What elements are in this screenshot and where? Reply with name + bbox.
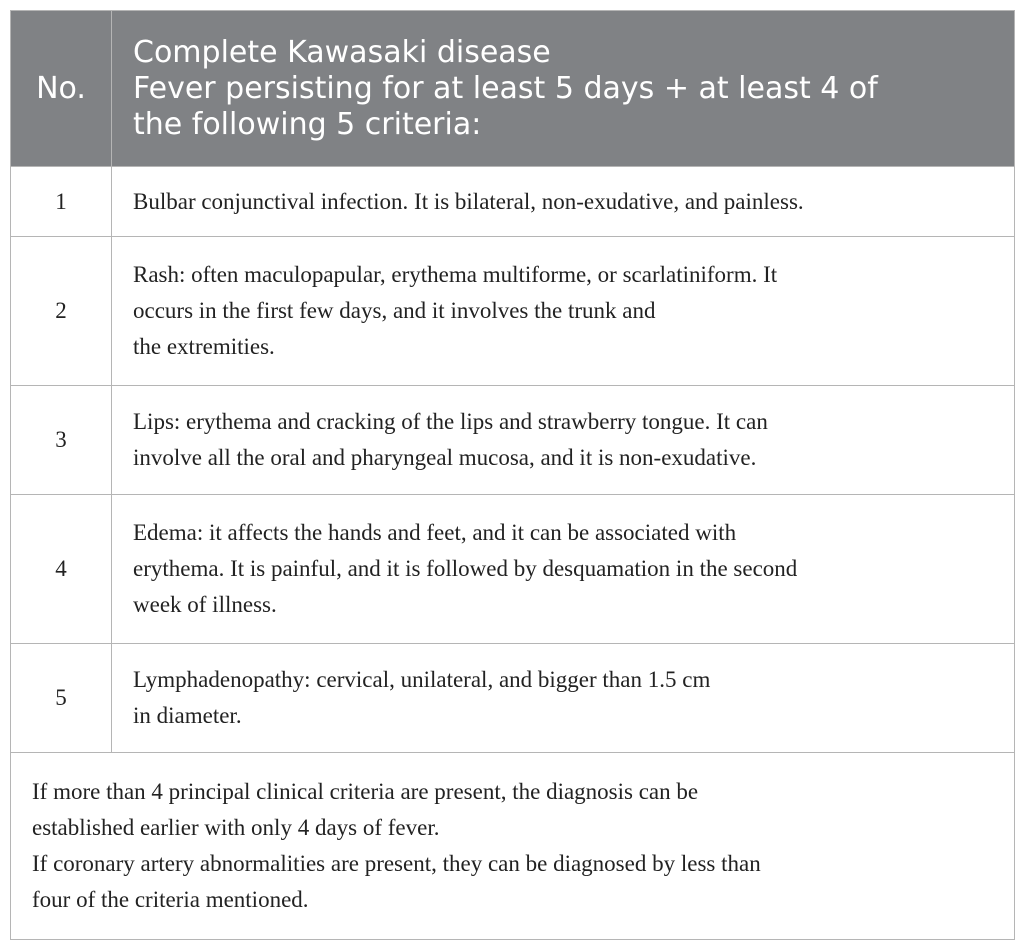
table-header-row <box>11 11 1015 167</box>
footnote-line: four of the criteria mentioned. <box>32 887 309 912</box>
description-line: Edema: it affects the hands and feet, and it can be associated with <box>133 520 737 545</box>
description-line: erythema. It is painful, and it is followed by desquamation in the second <box>133 556 798 581</box>
criterion-description <box>112 167 1015 237</box>
criteria-column-header <box>112 11 1015 167</box>
criterion-description <box>112 644 1015 753</box>
description-line: week of illness. <box>133 592 277 617</box>
header-subtitle-line: Fever persisting for at least 5 days + at least 4 of <box>133 70 878 106</box>
criterion-number: 5 <box>11 644 112 753</box>
description-line: the extremities. <box>133 334 275 359</box>
kawasaki-criteria-table <box>10 10 1015 940</box>
criterion-number: 3 <box>11 386 112 495</box>
description-line: Bulbar conjunctival infection. It is bilateral, non-exudative, and painless. <box>133 188 804 214</box>
footnote-line: established earlier with only 4 days of fever. <box>32 815 440 840</box>
description-line: Lymphadenopathy: cervical, unilateral, and bigger than 1.5 cm <box>133 667 711 692</box>
description-line: Rash: often maculopapular, erythema multiforme, or scarlatiniform. It <box>133 262 778 287</box>
criterion-number: 4 <box>11 495 112 644</box>
footnote-line: If more than 4 principal clinical criteria are present, the diagnosis can be <box>32 779 699 804</box>
table-row <box>11 237 1015 386</box>
criterion-description <box>112 237 1015 386</box>
criterion-description <box>112 495 1015 644</box>
footnote-line: If coronary artery abnormalities are present, they can be diagnosed by less than <box>32 851 761 876</box>
header-title-line: Complete Kawasaki disease <box>133 34 551 70</box>
criterion-description <box>112 386 1015 495</box>
description-line: Lips: erythema and cracking of the lips and strawberry tongue. It can <box>133 409 768 434</box>
description-line: involve all the oral and pharyngeal mucosa, and it is non-exudative. <box>133 445 757 470</box>
header-subtitle-line: the following 5 criteria: <box>133 106 482 142</box>
table-footnote <box>11 753 1015 940</box>
table-row <box>11 495 1015 644</box>
table-footnote-row <box>11 753 1015 940</box>
description-line: occurs in the first few days, and it involves the trunk and <box>133 298 656 323</box>
table-row <box>11 386 1015 495</box>
table-row <box>11 167 1015 237</box>
description-line: in diameter. <box>133 703 242 728</box>
table-row <box>11 644 1015 753</box>
criterion-number: 1 <box>11 167 112 237</box>
criterion-number: 2 <box>11 237 112 386</box>
number-column-header: No. <box>11 11 112 167</box>
